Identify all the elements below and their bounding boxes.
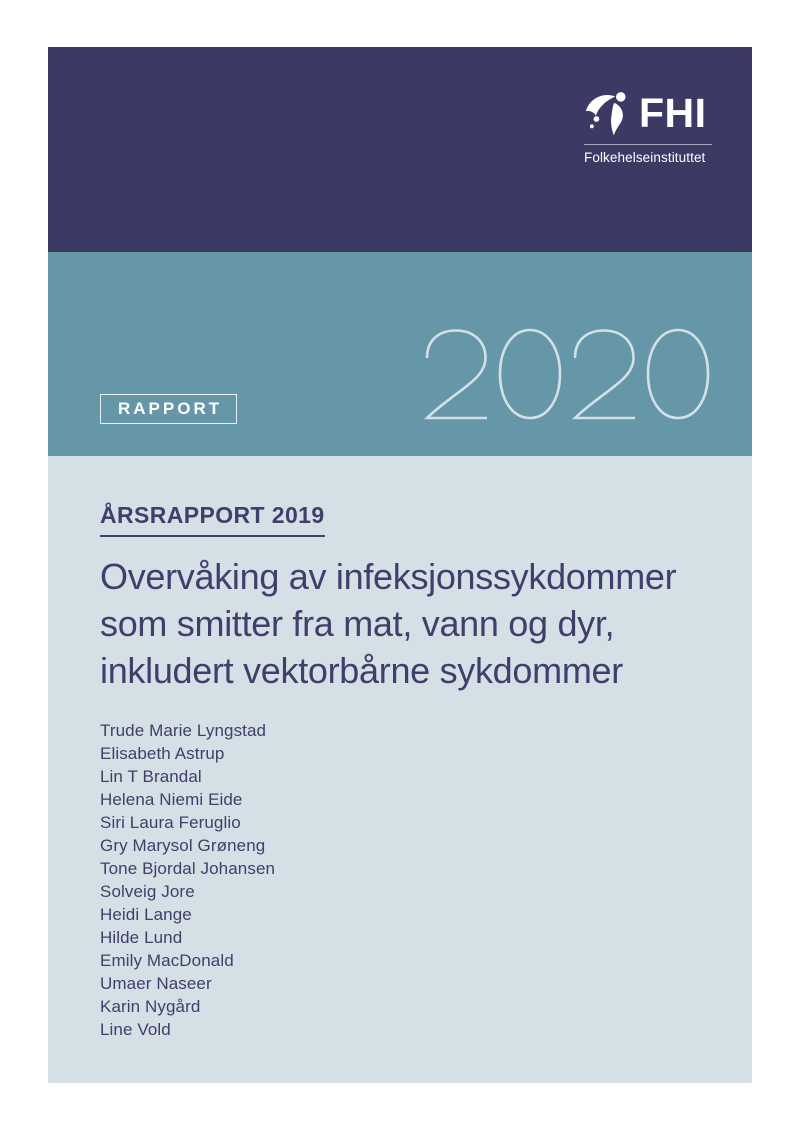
title-section (48, 456, 752, 1083)
fhi-logo-text: FHI (639, 89, 707, 136)
author-name: Tone Bjordal Johansen (100, 859, 276, 878)
author-name: Umaer Naseer (100, 974, 212, 993)
author-name: Emily MacDonald (100, 951, 234, 970)
author-name: Heidi Lange (100, 905, 192, 924)
title-line: inkludert vektorbårne sykdommer (100, 650, 623, 691)
fhi-logo-row (584, 89, 707, 137)
author-name: Karin Nygård (100, 997, 201, 1016)
logo-divider (584, 144, 712, 145)
author-name: Lin T Brandal (100, 767, 202, 786)
cover-content-card (48, 47, 752, 1083)
fhi-logo (584, 89, 712, 165)
author-list (100, 719, 716, 1041)
author-name: Line Vold (100, 1020, 171, 1039)
year-digits (427, 330, 708, 418)
author-name: Hilde Lund (100, 928, 183, 947)
institute-name-label: Folkehelseinstituttet (584, 150, 706, 165)
report-type-badge: RAPPORT (100, 394, 237, 424)
author-name: Trude Marie Lyngstad (100, 721, 267, 740)
author-name: Siri Laura Feruglio (100, 813, 241, 832)
author-name: Gry Marysol Grøneng (100, 836, 266, 855)
author-name: Solveig Jore (100, 882, 195, 901)
report-title (100, 553, 716, 694)
author-name: Elisabeth Astrup (100, 744, 225, 763)
author-name: Helena Niemi Eide (100, 790, 243, 809)
title-line: Overvåking av infeksjonssykdommer (100, 556, 677, 597)
banner-band (48, 252, 752, 456)
fhi-person-swoosh-icon (584, 89, 630, 137)
title-line: som smitter fra mat, vann og dyr, (100, 603, 615, 644)
header-band (48, 47, 752, 252)
year-outline-text (422, 327, 710, 421)
annual-report-label: ÅRSRAPPORT 2019 (100, 502, 325, 537)
